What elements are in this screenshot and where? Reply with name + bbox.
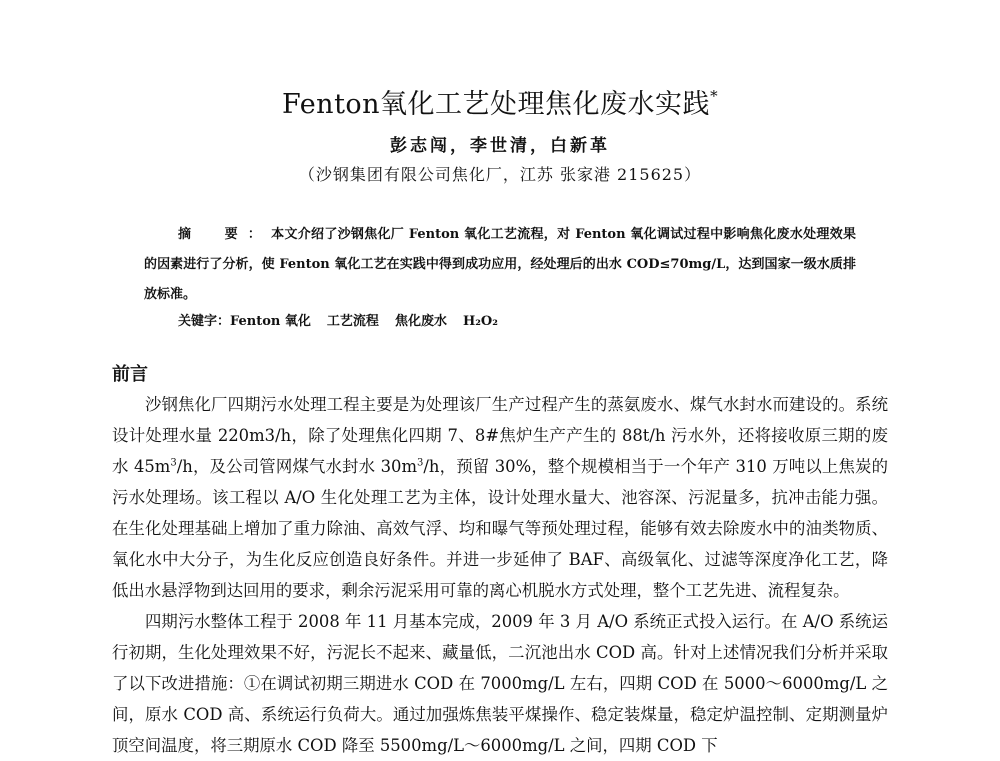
body-paragraph-2: 四期污水整体工程于 2008 年 11 月基本完成，2009 年 3 月 A/O 系统正式投入运行。在 A/O 系统运行初期，生化处理效果不好，污泥长不起来、藏量低，二沉池出水 COD 高。针对上述情况我们分析并采取了以下改进措施：①在调试初期三期进水 COD 在 7000mg/L 左右，四期 COD 在 5000～6000mg/L 之间，原水 COD 高、系统运行负荷大。通过加强炼焦装平煤操作、稳定装煤量，稳定炉温控制、定期测量炉顶空间温度，将三期原水 COD 降至 5500mg/L～6000mg/L 之间，四期 COD 下 bbox=[112, 612, 888, 755]
keywords-label: 关键字： bbox=[178, 314, 231, 329]
keywords bbox=[178, 307, 514, 337]
paragraph-segment: 沙钢焦化厂四期污水处理工程主要是为处理该厂生产过程产生的蒸氨废水、煤气水封水而建设的。系统设计处理水量 220m3/h，除了处理焦化四期 7、8#焦炉生产产生的 88t/h 污水外，还将接收原三期的废水 45m bbox=[112, 395, 888, 476]
abstract-label: 摘 要： bbox=[178, 227, 272, 242]
section-heading-preface: 前言 bbox=[112, 364, 148, 385]
abstract bbox=[144, 220, 856, 310]
superscript: 3 bbox=[170, 457, 177, 469]
author-affiliation: （沙钢集团有限公司焦化厂，江苏 张家港 215625） bbox=[298, 165, 702, 184]
abstract-paragraph bbox=[144, 220, 856, 310]
keyword-item: H₂O₂ bbox=[462, 314, 498, 329]
title-footnote-mark: * bbox=[710, 87, 719, 105]
paragraph-segment: /h，及公司管网煤气水封水 30m bbox=[176, 457, 418, 476]
keyword-item: 工艺流程 bbox=[326, 314, 379, 329]
body-paragraph-1 bbox=[112, 389, 888, 606]
abstract-text: 本文介绍了沙钢焦化厂 Fenton 氧化工艺流程，对 Fenton 氧化调试过程中影响焦化废水处理效果的因素进行了分析，使 Fenton 氧化工艺在实践中得到成功应用，经处理后的出水 COD≤70mg/L，达到国家一级水质排放标准。 bbox=[144, 227, 856, 302]
keyword-item: 焦化废水 bbox=[394, 314, 447, 329]
superscript: 3 bbox=[417, 457, 424, 469]
paragraph-segment: /h，预留 30%，整个规模相当于一个年产 310 万吨以上焦炭的污水处理场。该工程以 A/O 生化处理工艺为主体，设计处理水量大、池容深、污泥量多，抗冲击能力强。在生化处理基础上增加了重力除油、高效气浮、均和曝气等预处理过程，能够有效去除废水中的油类物质、氧化水中大分子，为生化反应创造良好条件。并进一步延伸了 BAF、高级氧化、过滤等深度净化工艺，降低出水悬浮物到达回用的要求，剩余污泥采用可靠的离心机脱水方式处理，整个工艺先进、流程复杂。 bbox=[112, 457, 888, 600]
paper-title-text: Fenton氧化工艺处理焦化废水实践 bbox=[281, 89, 711, 120]
paper-title bbox=[0, 82, 1000, 121]
keyword-item: Fenton 氧化 bbox=[230, 314, 311, 329]
author-list: 彭志闯，李世清，白新革 bbox=[390, 136, 610, 156]
body-text bbox=[112, 389, 888, 761]
